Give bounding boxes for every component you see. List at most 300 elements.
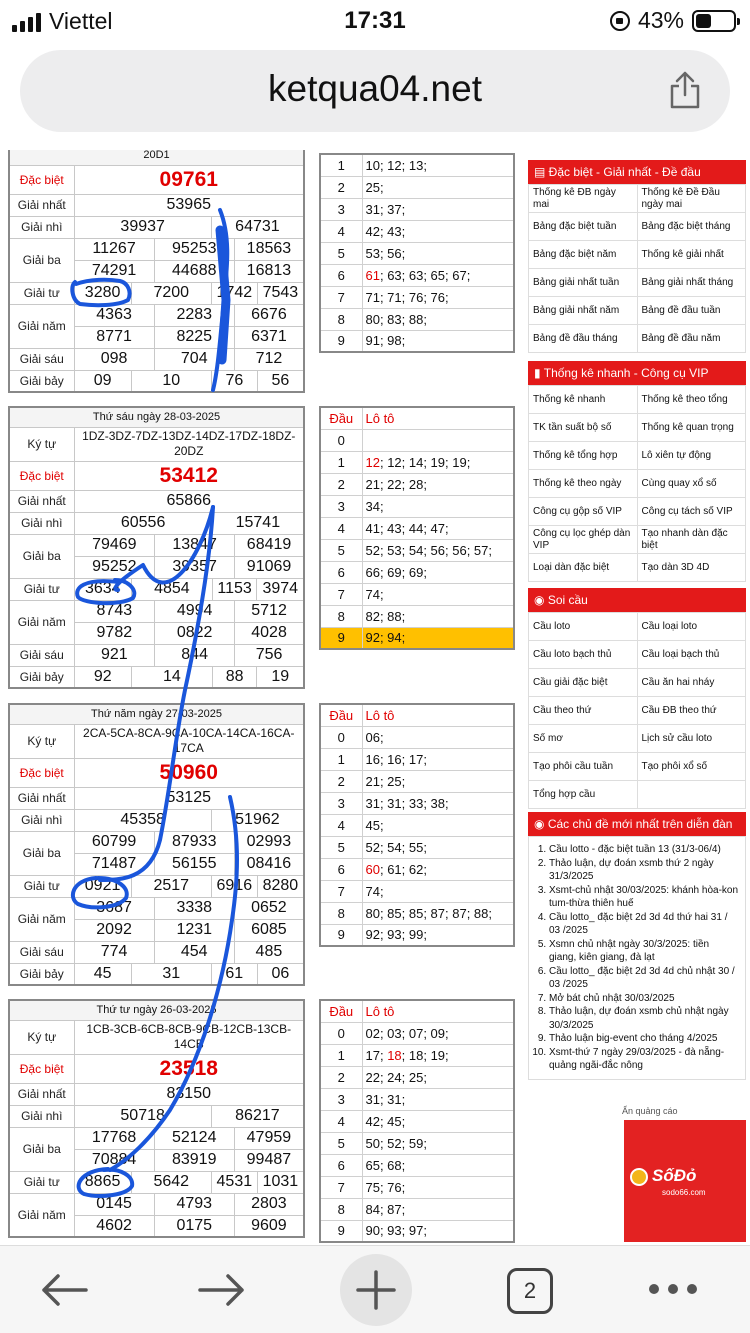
fourth-prize: 7200 (131, 282, 211, 304)
loto-red-number: 12 (365, 454, 380, 470)
sidebar-link (637, 781, 746, 809)
seventh-prize: 19 (257, 666, 304, 688)
sidebar-link[interactable]: Cầu loto bạch thủ (529, 641, 638, 669)
loto-head-digit: 1 (320, 748, 362, 770)
loto-values: 80; 85; 85; 87; 87; 88; (362, 902, 514, 924)
loto-values (362, 858, 514, 880)
loto-table-3 (319, 703, 515, 947)
sidebar-link[interactable]: Tạo dàn 3D 4D (637, 554, 746, 582)
loto-head-digit: 7 (320, 583, 362, 605)
label-g4: Giải tư (9, 1171, 74, 1193)
loto-values: 31; 31; 33; 38; (362, 792, 514, 814)
label-db: Đặc biệt (9, 165, 74, 194)
forum-topic-link[interactable]: 5. Xsmn chủ nhật ngày 30/3/2025: tiền giang, kiên giang, đà lạt (549, 938, 739, 965)
sidebar-link[interactable]: Cùng quay xổ số (637, 470, 746, 498)
label-g4: Giải tư (9, 282, 74, 304)
label-db: Đặc biệt (9, 1054, 74, 1083)
loto-row (320, 924, 514, 946)
loto-values: 16; 16; 17; (362, 748, 514, 770)
loto-head-digit: 0 (320, 1022, 362, 1044)
label-g7: Giải bảy (9, 666, 74, 688)
seventh-prize: 76 (211, 370, 257, 392)
sidebar-forum (528, 812, 746, 1080)
sidebar-link[interactable]: Tạo nhanh dàn đặc biệt (637, 526, 746, 554)
loto-row (320, 1176, 514, 1198)
loto-row (320, 902, 514, 924)
loto-head-digit: 6 (320, 264, 362, 286)
fifth-prize: 4602 (74, 1215, 154, 1237)
loto-red-number: 60 (365, 861, 380, 877)
loto-head-digit: 4 (320, 814, 362, 836)
loto-row (320, 308, 514, 330)
loto-row (320, 836, 514, 858)
first-prize: 53125 (74, 787, 304, 809)
fifth-prize: 6085 (234, 919, 304, 941)
loto-values: 52; 53; 54; 56; 56; 57; (362, 539, 514, 561)
loto-row (320, 1088, 514, 1110)
second-prize: 45358 (74, 809, 211, 831)
loto-head-digit: 4 (320, 517, 362, 539)
fourth-prize: 8280 (257, 875, 304, 897)
third-prize: 13847 (155, 534, 235, 556)
sidebar-stats (528, 160, 746, 353)
fifth-prize: 0145 (74, 1193, 154, 1215)
loto-head-digit: 8 (320, 308, 362, 330)
sixth-prize: 454 (154, 941, 234, 963)
sidebar-link[interactable]: Bảng đặc biệt năm (529, 241, 638, 269)
sidebar-link[interactable]: Công cụ tách số VIP (637, 498, 746, 526)
third-prize: 95253 (154, 238, 234, 260)
loto-head-digit: 8 (320, 1198, 362, 1220)
loto-head-dau: Đầu (320, 704, 362, 726)
sidebar-link[interactable]: Thống kê giải nhất (637, 241, 746, 269)
loto-row (320, 1066, 514, 1088)
loto-head-digit: 7 (320, 1176, 362, 1198)
sidebar-link[interactable]: Thống kê nhanh (529, 386, 638, 414)
label-db: Đặc biệt (9, 461, 74, 490)
third-prize: 91069 (235, 556, 304, 578)
first-prize: 53965 (74, 194, 304, 216)
sixth-prize: 921 (74, 644, 155, 666)
loto-head-digit: 8 (320, 902, 362, 924)
loto-table-2 (319, 406, 515, 650)
seventh-prize: 92 (74, 666, 132, 688)
url-text[interactable]: ketqua04.net (268, 68, 482, 109)
third-prize: 71487 (74, 853, 154, 875)
sidebar-link[interactable]: Bảng đề đầu tháng (529, 325, 638, 353)
fifth-prize: 0175 (154, 1215, 234, 1237)
sidebar-link[interactable]: Lô xiên tự động (637, 442, 746, 470)
sixth-prize: 712 (234, 348, 304, 370)
result-table-3 (8, 703, 305, 986)
tab-switcher-button[interactable]: 2 (507, 1268, 553, 1314)
table-title: Thứ tư ngày 26-03-2025 (9, 1000, 304, 1020)
sidebar-header: ◉ Soi cầu (528, 588, 746, 612)
third-prize: 44688 (154, 260, 234, 282)
label-ky: Ký tự (9, 724, 74, 758)
status-right (610, 7, 736, 34)
loto-values: 41; 43; 44; 47; (362, 517, 514, 539)
third-prize: 70884 (74, 1149, 154, 1171)
sidebar-link[interactable]: Bảng đặc biệt tháng (637, 213, 746, 241)
seventh-prize: 45 (74, 963, 131, 985)
label-db: Đặc biệt (9, 758, 74, 787)
new-tab-button[interactable] (340, 1254, 412, 1326)
sidebar-link[interactable]: Công cụ lọc ghép dàn VIP (529, 526, 638, 554)
sidebar-link[interactable]: Bảng giải nhất năm (529, 297, 638, 325)
forum-topic-link[interactable]: 9. Thảo luận big-event cho tháng 4/2025 (549, 1032, 739, 1046)
seventh-prize: 14 (132, 666, 213, 688)
seventh-prize: 10 (131, 370, 211, 392)
forum-topic-link[interactable]: 1. Cầu lotto - đặc biệt tuần 13 (31/3-06/4) (549, 843, 739, 857)
loto-head-digit: 9 (320, 627, 362, 649)
table-title: Thứ sáu ngày 28-03-2025 (9, 407, 304, 427)
sidebar-link[interactable]: Công cụ gộp số VIP (529, 498, 638, 526)
forum-topic-link[interactable]: 2. Thảo luận, dự đoán xsmb thứ 2 ngày 31/3/2025 (549, 857, 739, 884)
sidebar-link[interactable]: Bảng giải nhất tháng (637, 269, 746, 297)
loto-head-digit: 5 (320, 1132, 362, 1154)
seventh-prize: 31 (131, 963, 211, 985)
draw-code: 1DZ-3DZ-7DZ-13DZ-14DZ-17DZ-18DZ-20DZ (74, 427, 304, 461)
third-prize: 56155 (154, 853, 234, 875)
sidebar-link[interactable]: Thống kê theo ngày (529, 470, 638, 498)
loto-row (320, 517, 514, 539)
second-prize: 50718 (74, 1105, 211, 1127)
loto-values: 66; 69; 69; (362, 561, 514, 583)
second-prize: 39937 (74, 216, 211, 238)
fifth-prize: 6371 (234, 326, 304, 348)
sidebar-link[interactable]: TK tần suất bộ số (529, 414, 638, 442)
loto-text: ; 61; 62; (379, 861, 427, 877)
label-g6: Giải sáu (9, 941, 74, 963)
loto-row (320, 561, 514, 583)
fifth-prize: 8771 (74, 326, 154, 348)
loto-values: 02; 03; 07; 09; (362, 1022, 514, 1044)
fifth-prize: 3687 (74, 897, 154, 919)
loto-table-4 (319, 999, 515, 1243)
third-prize: 99487 (234, 1149, 304, 1171)
sidebar-link[interactable]: Thống kê ĐB ngày mai (529, 185, 638, 213)
special-prize: 53412 (74, 461, 304, 490)
forum-topic-link[interactable]: 7. Mở bát chủ nhật 30/03/2025 (549, 992, 739, 1006)
loto-values (362, 1044, 514, 1066)
loto-head-digit: 9 (320, 924, 362, 946)
loto-row (320, 242, 514, 264)
loto-values: 21; 22; 28; (362, 473, 514, 495)
loto-head-digit: 4 (320, 220, 362, 242)
sidebar-link[interactable]: Lịch sử cầu loto (637, 725, 746, 753)
label-g3: Giải ba (9, 1127, 74, 1171)
fifth-prize: 8225 (154, 326, 234, 348)
fourth-prize: 2517 (131, 875, 211, 897)
sidebar-link[interactable]: Cầu ăn hai nháy (637, 669, 746, 697)
seventh-prize: 61 (211, 963, 257, 985)
forward-arrow-icon[interactable] (190, 1268, 250, 1312)
fifth-prize: 0822 (155, 622, 235, 644)
sidebar-header: ◉ Các chủ đề mới nhất trên diễn đàn (528, 812, 746, 836)
loto-table-1 (319, 153, 515, 353)
loto-head-digit: 6 (320, 1154, 362, 1176)
clock: 17:31 (344, 7, 406, 34)
loto-head-digit: 6 (320, 858, 362, 880)
third-prize: 52124 (154, 1127, 234, 1149)
loto-values: 92; 94; (362, 627, 514, 649)
loto-row (320, 605, 514, 627)
loto-values: 74; (362, 880, 514, 902)
loto-head-loto: Lô tô (362, 1000, 514, 1022)
carrier-name: Viettel (49, 8, 113, 34)
loto-head-digit: 1 (320, 1044, 362, 1066)
sidebar-link[interactable]: Số mơ (529, 725, 638, 753)
forum-topic-link[interactable]: 10. Xsmt-thứ 7 ngày 29/03/2025 - đà nẵng-quảng ngãi-đắc nông (549, 1046, 739, 1073)
sidebar-link[interactable]: Tạo phôi cầu tuần (529, 753, 638, 781)
loto-row (320, 154, 514, 176)
label-g4: Giải tư (9, 875, 74, 897)
special-prize: 09761 (74, 165, 304, 194)
fourth-prize: 3634 (74, 578, 132, 600)
more-options-icon[interactable] (646, 1274, 700, 1304)
seventh-prize: 06 (257, 963, 304, 985)
loto-values: 45; (362, 814, 514, 836)
fifth-prize: 4028 (235, 622, 304, 644)
fourth-prize: 7543 (257, 282, 304, 304)
coin-icon (630, 1168, 648, 1186)
result-table-1 (8, 150, 305, 393)
loto-row (320, 792, 514, 814)
loto-text: 17; (365, 1047, 388, 1063)
loto-values: 74; (362, 583, 514, 605)
fifth-prize: 9609 (234, 1215, 304, 1237)
sixth-prize: 844 (155, 644, 235, 666)
loto-row (320, 583, 514, 605)
loto-values: 34; (362, 495, 514, 517)
loto-text: ; 63; 63; 65; 67; (379, 267, 471, 283)
forum-topic-link[interactable]: 3. Xsmt-chủ nhật 30/03/2025: khánh hòa-kon tum-thừa thiên huế (549, 884, 739, 911)
loto-values: 80; 83; 88; (362, 308, 514, 330)
fourth-prize: 0921 (74, 875, 131, 897)
loto-values: 71; 71; 76; 76; (362, 286, 514, 308)
loto-values: 22; 24; 25; (362, 1066, 514, 1088)
loto-row (320, 264, 514, 286)
third-prize: 16813 (234, 260, 304, 282)
loto-head-dau: Đầu (320, 1000, 362, 1022)
label-g7: Giải bảy (9, 963, 74, 985)
fourth-prize: 5642 (131, 1171, 211, 1193)
second-prize: 51962 (211, 809, 304, 831)
label-ky: Ký tự (9, 1020, 74, 1054)
loto-head-digit: 7 (320, 880, 362, 902)
loto-head-digit: 9 (320, 1220, 362, 1242)
loto-text: ; 12; 14; 19; 19; (379, 454, 471, 470)
label-g7: Giải bảy (9, 370, 74, 392)
loto-head-dau: Đầu (320, 407, 362, 429)
label-g5: Giải năm (9, 897, 74, 941)
sidebar-soi-cau (528, 588, 746, 809)
loto-head-digit: 4 (320, 1110, 362, 1132)
loto-row (320, 1110, 514, 1132)
loto-row (320, 1044, 514, 1066)
forum-topic-link[interactable]: 4. Cầu lotto_ đặc biệt 2d 3d 4d thứ hai 31 / 03 /2025 (549, 911, 739, 938)
fourth-prize: 4531 (211, 1171, 257, 1193)
loto-row (320, 814, 514, 836)
sidebar-link[interactable]: Cầu ĐB theo thứ (637, 697, 746, 725)
hide-ad-link[interactable]: Ẩn quảng cáo (622, 1106, 678, 1116)
fifth-prize: 0652 (234, 897, 304, 919)
second-prize: 15741 (212, 512, 304, 534)
loto-values (362, 264, 514, 286)
fourth-prize: 3974 (257, 578, 304, 600)
sixth-prize: 704 (154, 348, 234, 370)
back-arrow-icon[interactable] (36, 1268, 96, 1312)
loto-head-digit: 3 (320, 792, 362, 814)
loto-head-digit: 9 (320, 330, 362, 352)
third-prize: 83919 (154, 1149, 234, 1171)
loto-row (320, 330, 514, 352)
sidebar-link[interactable]: Thống kê theo tổng (637, 386, 746, 414)
loto-head-digit: 5 (320, 836, 362, 858)
loto-values: 75; 76; (362, 1176, 514, 1198)
loto-values: 31; 37; (362, 198, 514, 220)
browser-toolbar (0, 1245, 750, 1333)
share-icon[interactable] (668, 70, 702, 110)
second-prize: 60556 (74, 512, 212, 534)
sidebar-link[interactable]: Cầu giải đặc biệt (529, 669, 638, 697)
sidebar-link[interactable]: Thống kê tổng hợp (529, 442, 638, 470)
special-prize: 23518 (74, 1054, 304, 1083)
third-prize: 11267 (74, 238, 154, 260)
label-g6: Giải sáu (9, 348, 74, 370)
draw-code: 2CA-5CA-8CA-9CA-10CA-14CA-16CA-17CA (74, 724, 304, 758)
fifth-prize: 3338 (154, 897, 234, 919)
third-prize: 18563 (234, 238, 304, 260)
sixth-prize: 756 (235, 644, 304, 666)
seventh-prize: 56 (257, 370, 304, 392)
loto-values: 82; 88; (362, 605, 514, 627)
sidebar-link[interactable]: Bảng đề đầu năm (637, 325, 746, 353)
sidebar-link[interactable]: Bảng đề đầu tuần (637, 297, 746, 325)
label-g2: Giải nhì (9, 809, 74, 831)
fourth-prize: 6916 (211, 875, 257, 897)
loto-head-digit: 1 (320, 451, 362, 473)
loto-head-digit: 8 (320, 605, 362, 627)
loto-values: 65; 68; (362, 1154, 514, 1176)
sidebar-link[interactable]: Tạo phôi xổ số (637, 753, 746, 781)
loto-values (362, 429, 514, 451)
loto-red-number: 18 (387, 1047, 402, 1063)
ad-brand: SốĐỏ (652, 1166, 697, 1185)
seventh-prize: 88 (212, 666, 257, 688)
result-table-4 (8, 999, 305, 1238)
loto-head-digit: 2 (320, 770, 362, 792)
label-g1: Giải nhất (9, 194, 74, 216)
sidebar-header: ▤ Đặc biệt - Giải nhất - Đề đầu (528, 160, 746, 184)
rotation-lock-icon (610, 11, 630, 31)
loto-head-digit: 0 (320, 726, 362, 748)
third-prize: 74291 (74, 260, 154, 282)
sixth-prize: 774 (74, 941, 154, 963)
loto-head-loto: Lô tô (362, 704, 514, 726)
fifth-prize: 5712 (235, 600, 304, 622)
loto-row (320, 627, 514, 649)
first-prize: 83150 (74, 1083, 304, 1105)
loto-head-digit: 3 (320, 495, 362, 517)
loto-head-loto: Lô tô (362, 407, 514, 429)
sidebar-link[interactable]: Thống kê quan trọng (637, 414, 746, 442)
fifth-prize: 4793 (154, 1193, 234, 1215)
loto-row (320, 858, 514, 880)
sidebar-link[interactable]: Bảng giải nhất tuần (529, 269, 638, 297)
label-g1: Giải nhất (9, 787, 74, 809)
loto-head-digit: 2 (320, 473, 362, 495)
loto-values: 21; 25; (362, 770, 514, 792)
label-g3: Giải ba (9, 238, 74, 282)
sidebar-link[interactable]: Bảng đặc biệt tuần (529, 213, 638, 241)
fourth-prize: 3280 (74, 282, 131, 304)
loto-head-digit: 5 (320, 539, 362, 561)
sidebar-link[interactable]: Cầu loại loto (637, 613, 746, 641)
forum-topic-link[interactable]: 6. Cầu lotto_ đặc biệt 2d 3d 4d chủ nhật 30 / 03 /2025 (549, 965, 739, 992)
forum-topic-link[interactable]: 8. Thảo luận, dự đoán xsmb chủ nhật ngày 30/3/2025 (549, 1005, 739, 1032)
table-title: Thứ năm ngày 27-03-2025 (9, 704, 304, 724)
label-g2: Giải nhì (9, 216, 74, 238)
fifth-prize: 4363 (74, 304, 154, 326)
draw-code: 1CB-3CB-6CB-8CB-9CB-12CB-13CB-14CB (74, 1020, 304, 1054)
fourth-prize: 1742 (211, 282, 257, 304)
label-g3: Giải ba (9, 534, 74, 578)
loto-head-digit: 7 (320, 286, 362, 308)
loto-text: ; 18; 19; (401, 1047, 449, 1063)
fifth-prize: 4994 (155, 600, 235, 622)
label-g2: Giải nhì (9, 1105, 74, 1127)
label-g3: Giải ba (9, 831, 74, 875)
label-g6: Giải sáu (9, 644, 74, 666)
loto-values: 52; 54; 55; (362, 836, 514, 858)
third-prize: 68419 (235, 534, 304, 556)
sidebar-link[interactable]: Cầu loto (529, 613, 638, 641)
loto-values: 42; 43; (362, 220, 514, 242)
advertisement[interactable] (624, 1120, 746, 1242)
sidebar-link[interactable]: Cầu theo thứ (529, 697, 638, 725)
sidebar-link[interactable]: Tổng hợp cầu (529, 781, 638, 809)
sidebar-link[interactable]: Loại dàn đặc biệt (529, 554, 638, 582)
third-prize: 17768 (74, 1127, 154, 1149)
ad-site: sodo66.com (662, 1188, 706, 1197)
loto-row (320, 1154, 514, 1176)
battery-icon (692, 10, 736, 32)
sixth-prize: 098 (74, 348, 154, 370)
loto-row (320, 429, 514, 451)
loto-head-digit: 0 (320, 429, 362, 451)
loto-head-digit: 2 (320, 176, 362, 198)
loto-row (320, 1022, 514, 1044)
sidebar-link[interactable]: Cầu loại bạch thủ (637, 641, 746, 669)
status-bar (0, 0, 750, 44)
loto-values: 92; 93; 99; (362, 924, 514, 946)
loto-row (320, 1198, 514, 1220)
sidebar-link[interactable]: Thống kê Đề Đầu ngày mai (637, 185, 746, 213)
loto-row (320, 726, 514, 748)
loto-row (320, 451, 514, 473)
loto-red-number: 61 (365, 267, 380, 283)
loto-head-digit: 3 (320, 1088, 362, 1110)
battery-percent: 43% (637, 7, 684, 33)
second-prize: 86217 (211, 1105, 304, 1127)
loto-row (320, 495, 514, 517)
address-bar[interactable] (20, 50, 730, 132)
third-prize: 08416 (234, 853, 304, 875)
loto-head-digit: 2 (320, 1066, 362, 1088)
loto-values: 31; 31; (362, 1088, 514, 1110)
